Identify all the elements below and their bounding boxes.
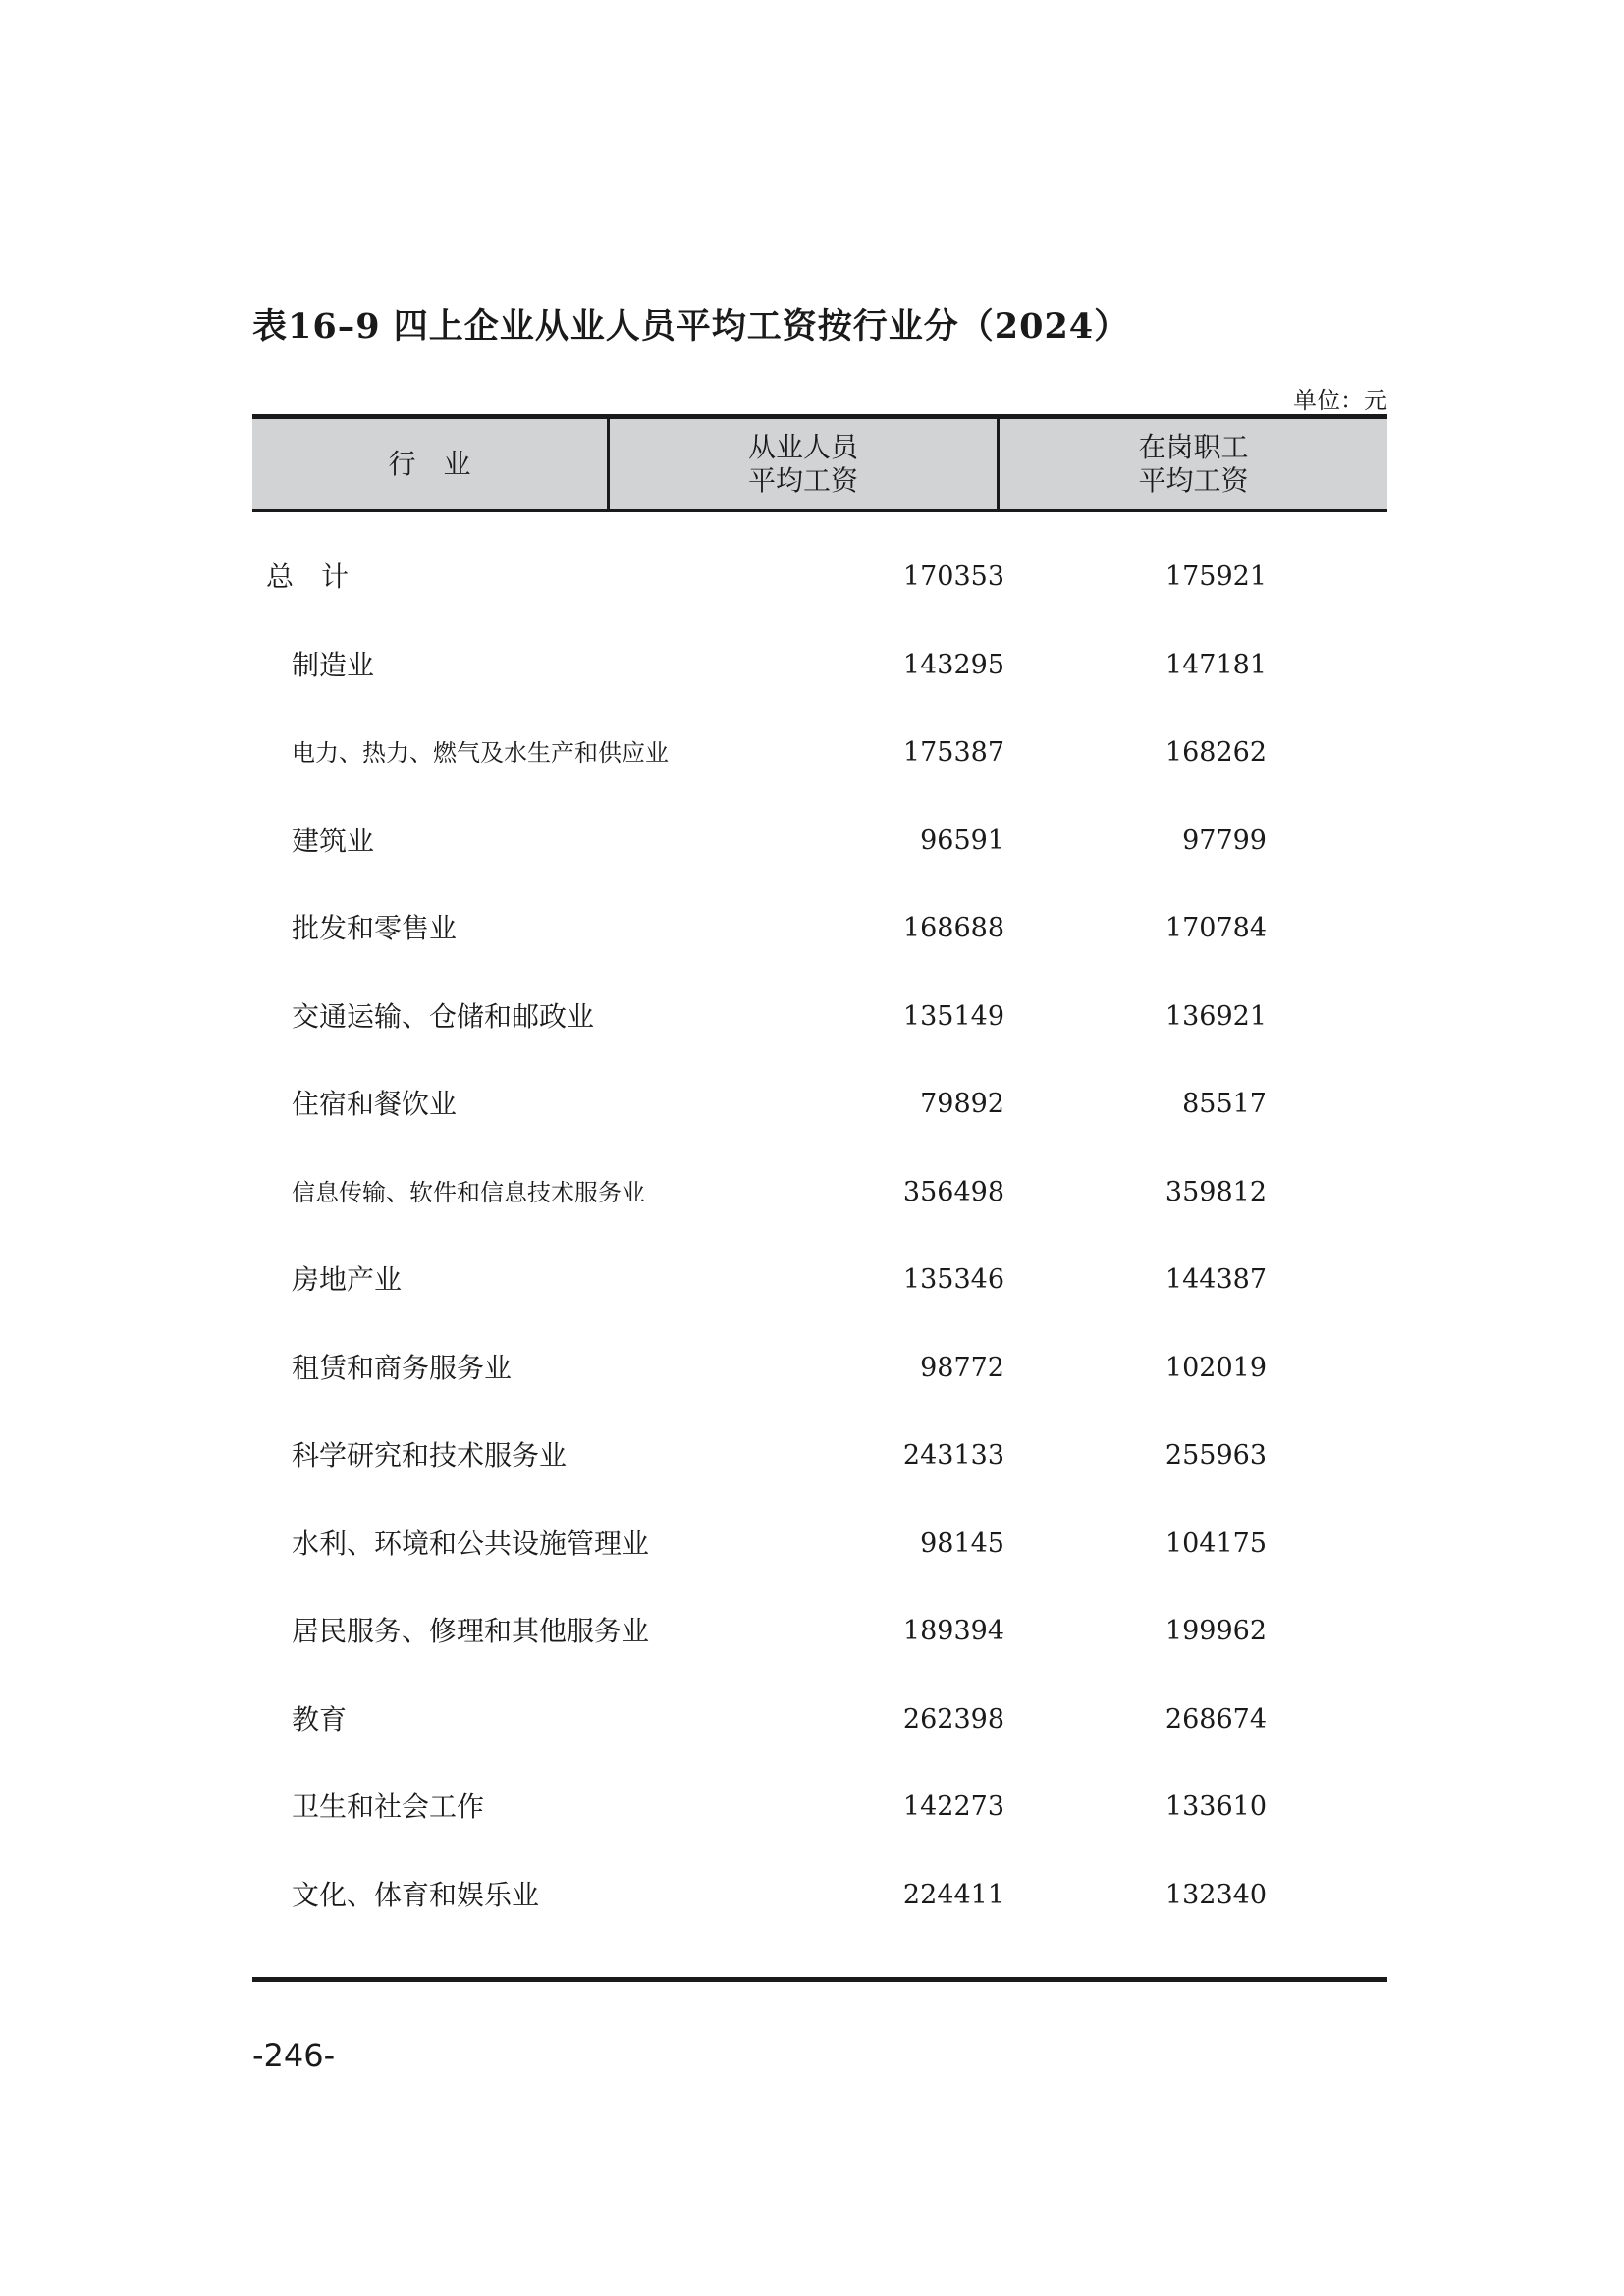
employee-wage-value: 96591 [920, 825, 1004, 856]
staff-wage-value: 359812 [1164, 1176, 1267, 1207]
staff-wage-value: 136921 [1164, 1000, 1267, 1032]
employee-wage-value: 142273 [902, 1791, 1004, 1822]
staff-wage-value: 268674 [1164, 1703, 1267, 1735]
table-row [252, 1436, 1387, 1475]
staff-wage-value: 175921 [1164, 561, 1267, 592]
industry-name: 租赁和商务服务业 [292, 1351, 513, 1384]
employee-wage-value: 79892 [920, 1089, 1004, 1119]
industry-name: 电力、热力、燃气及水生产和供应业 [292, 739, 669, 767]
industry-name: 文化、体育和娱乐业 [292, 1878, 540, 1911]
employee-wage-value: 135149 [902, 1000, 1004, 1032]
table-row [252, 1788, 1387, 1827]
header-bottom-rule [252, 509, 1387, 512]
header-employee-wage [610, 419, 1000, 509]
table-row [252, 997, 1387, 1037]
table-row [252, 1260, 1387, 1300]
table-header [252, 419, 1387, 509]
header-employee-wage-label: 从业人员 平均工资 [747, 431, 858, 497]
unit-label: 单位：元 [1293, 387, 1387, 414]
staff-wage-value: 132340 [1164, 1879, 1267, 1910]
employee-wage-value: 262398 [902, 1703, 1004, 1735]
industry-name: 教育 [292, 1702, 348, 1735]
staff-wage-value: 133610 [1164, 1791, 1267, 1822]
header-industry [252, 419, 610, 509]
employee-wage-value: 175387 [902, 737, 1004, 768]
header-staff-wage-label: 在岗职工 平均工资 [1138, 431, 1249, 497]
industry-name: 批发和零售业 [292, 912, 458, 944]
employee-wage-value: 135346 [902, 1264, 1004, 1295]
industry-name: 房地产业 [292, 1263, 403, 1296]
industry-name: 居民服务、修理和其他服务业 [292, 1615, 650, 1647]
industry-name: 交通运输、仓储和邮政业 [292, 999, 595, 1033]
industry-name: 建筑业 [292, 824, 375, 857]
employee-wage-value: 356498 [902, 1176, 1004, 1207]
staff-wage-value: 144387 [1164, 1264, 1267, 1295]
employee-wage-value: 170353 [902, 561, 1004, 592]
table-row [252, 822, 1387, 861]
employee-wage-value: 98145 [920, 1527, 1004, 1559]
staff-wage-value: 104175 [1164, 1527, 1267, 1559]
staff-wage-value: 147181 [1164, 649, 1267, 680]
table-bottom-rule [252, 1977, 1387, 1982]
table-row [252, 1876, 1387, 1915]
industry-name: 制造业 [292, 648, 375, 681]
table-row-total [252, 558, 1387, 597]
table-title: 表16–9 四上企业从业人员平均工资按行业分（2024） [252, 306, 1130, 347]
staff-wage-value: 97799 [1182, 825, 1267, 856]
employee-wage-value: 168688 [902, 913, 1004, 943]
industry-name: 住宿和餐饮业 [292, 1088, 458, 1120]
table-row [252, 1700, 1387, 1739]
industry-name: 卫生和社会工作 [292, 1790, 485, 1823]
table-row [252, 1524, 1387, 1564]
page-number: -246- [252, 2037, 336, 2074]
header-staff-wage [1000, 419, 1387, 509]
table-row [252, 646, 1387, 685]
table-row [252, 733, 1387, 773]
table-row [252, 1085, 1387, 1124]
employee-wage-value: 189394 [902, 1616, 1004, 1646]
staff-wage-value: 85517 [1182, 1089, 1267, 1119]
table-row [252, 909, 1387, 948]
staff-wage-value: 199962 [1164, 1616, 1267, 1646]
staff-wage-value: 255963 [1164, 1440, 1267, 1470]
table-row [252, 1612, 1387, 1651]
table-row [252, 1173, 1387, 1212]
staff-wage-value: 168262 [1164, 737, 1267, 768]
industry-name: 信息传输、软件和信息技术服务业 [292, 1178, 645, 1206]
employee-wage-value: 243133 [902, 1440, 1004, 1470]
header-industry-label: 行业 [388, 448, 499, 480]
industry-name: 科学研究和技术服务业 [292, 1439, 568, 1471]
table-row [252, 1349, 1387, 1388]
employee-wage-value: 143295 [902, 649, 1004, 680]
staff-wage-value: 170784 [1164, 913, 1267, 943]
staff-wage-value: 102019 [1164, 1352, 1267, 1383]
employee-wage-value: 98772 [920, 1352, 1004, 1383]
employee-wage-value: 224411 [902, 1879, 1004, 1910]
industry-name: 水利、环境和公共设施管理业 [292, 1526, 650, 1560]
industry-name: 总计 [266, 561, 377, 593]
